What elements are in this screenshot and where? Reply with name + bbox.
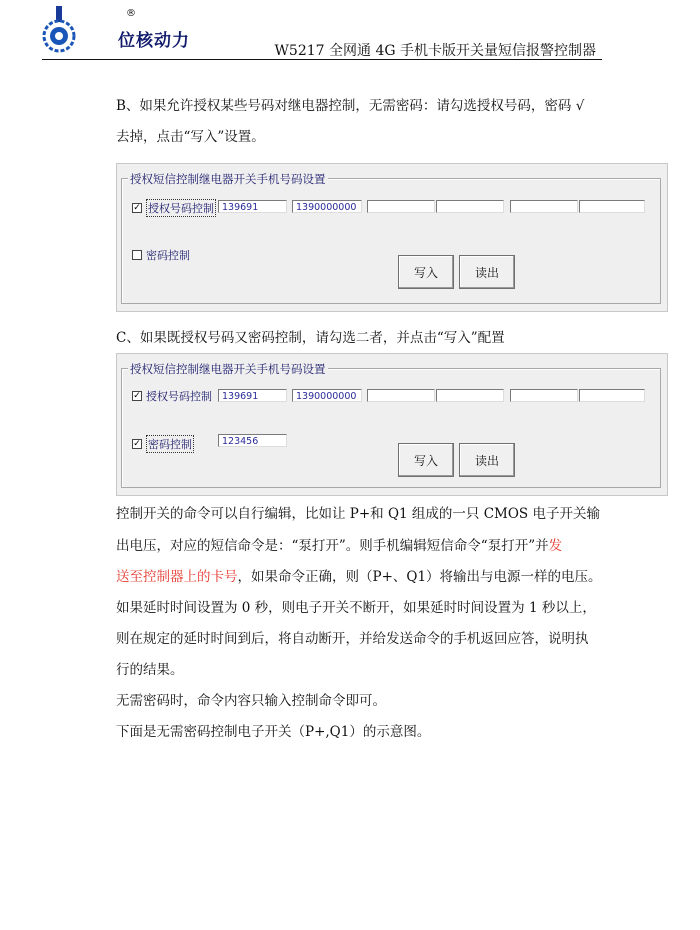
auth-number-checkbox[interactable]	[132, 199, 216, 217]
auth-number-field-6[interactable]	[579, 200, 645, 213]
dialog-auth-settings-2	[116, 353, 668, 496]
auth-number-field-1[interactable]: 139691	[218, 200, 287, 213]
brand-name: 位核动力	[118, 31, 190, 51]
dialog-auth-settings-1	[116, 163, 668, 312]
body-text: ，如果命令正确，则（P+、Q1）将输出与电源一样的电压。	[237, 569, 602, 585]
highlight-text: 发	[548, 538, 563, 554]
body-paragraph-line2	[116, 537, 562, 555]
read-button[interactable]: 读出	[459, 255, 515, 289]
groupbox-title: 授权短信控制继电器开关手机号码设置	[130, 362, 326, 376]
auth-number-field-1[interactable]: 139691	[218, 389, 287, 402]
logo-mark-icon	[42, 6, 76, 56]
password-label: 密码控制	[146, 249, 190, 262]
auth-number-field-6[interactable]	[579, 389, 645, 402]
document-title: W5217 全网通 4G 手机卡版开关量短信报警控制器	[274, 43, 596, 59]
auth-number-field-4[interactable]	[436, 389, 504, 402]
body-paragraph-line4: 如果延时时间设置为 0 秒，则电子开关不断开，如果延时时间设置为 1 秒以上，	[116, 600, 596, 616]
auth-number-field-5[interactable]	[510, 200, 578, 213]
auth-number-field-4[interactable]	[436, 200, 504, 213]
auth-number-checkbox[interactable]	[132, 388, 212, 404]
read-button[interactable]: 读出	[459, 443, 515, 477]
groupbox-title: 授权短信控制继电器开关手机号码设置	[130, 172, 326, 186]
body-text: 出电压，对应的短信命令是：“泵打开”。则手机编辑短信命令“泵打开”并	[116, 538, 549, 554]
checkbox-box[interactable]: ✓	[133, 439, 141, 449]
body-paragraph-line8: 下面是无需密码控制电子开关（P+,Q1）的示意图。	[116, 724, 431, 740]
body-paragraph-line3	[116, 568, 602, 586]
checkbox-box[interactable]: ✓	[133, 391, 141, 401]
write-button[interactable]: 写入	[398, 255, 454, 289]
auth-number-field-2[interactable]: 1390000000	[292, 200, 362, 213]
auth-number-label: 授权号码控制	[146, 199, 216, 217]
password-field[interactable]: 123456	[218, 434, 287, 447]
body-paragraph-line1: 控制开关的命令可以自行编辑，比如让 P+和 Q1 组成的一只 CMOS 电子开关输	[116, 506, 600, 522]
auth-number-field-3[interactable]	[367, 200, 435, 213]
registered-mark: ®	[126, 8, 136, 19]
auth-number-label: 授权号码控制	[146, 390, 212, 403]
body-paragraph-line6: 行的结果。	[116, 662, 184, 678]
auth-number-field-5[interactable]	[510, 389, 578, 402]
write-button[interactable]: 写入	[398, 443, 454, 477]
company-logo	[42, 6, 192, 58]
body-paragraph-line5: 则在规定的延时时间到后，将自动断开，并给发送命令的手机返回应答，说明执	[116, 631, 589, 647]
checkbox-box[interactable]: ✓	[133, 203, 141, 213]
section-b-line2: 去掉，点击“写入”设置。	[116, 129, 265, 145]
highlight-text: 送至控制器上的卡号	[116, 569, 238, 585]
body-paragraph-line7: 无需密码时，命令内容只输入控制命令即可。	[116, 693, 386, 709]
password-checkbox[interactable]	[132, 247, 190, 263]
auth-number-field-3[interactable]	[367, 389, 435, 402]
checkbox-box[interactable]	[132, 250, 142, 260]
auth-number-field-2[interactable]: 1390000000	[292, 389, 362, 402]
section-c-line1: C、如果既授权号码又密码控制，请勾选二者，并点击“写入”配置	[116, 330, 505, 346]
groupbox-auth-numbers	[121, 172, 661, 304]
groupbox-auth-numbers	[121, 362, 661, 488]
header-divider	[42, 59, 602, 60]
password-label: 密码控制	[146, 435, 194, 453]
section-b-line1: B、如果允许授权某些号码对继电器控制，无需密码：请勾选授权号码，密码 √	[116, 98, 585, 114]
password-checkbox[interactable]	[132, 435, 194, 453]
